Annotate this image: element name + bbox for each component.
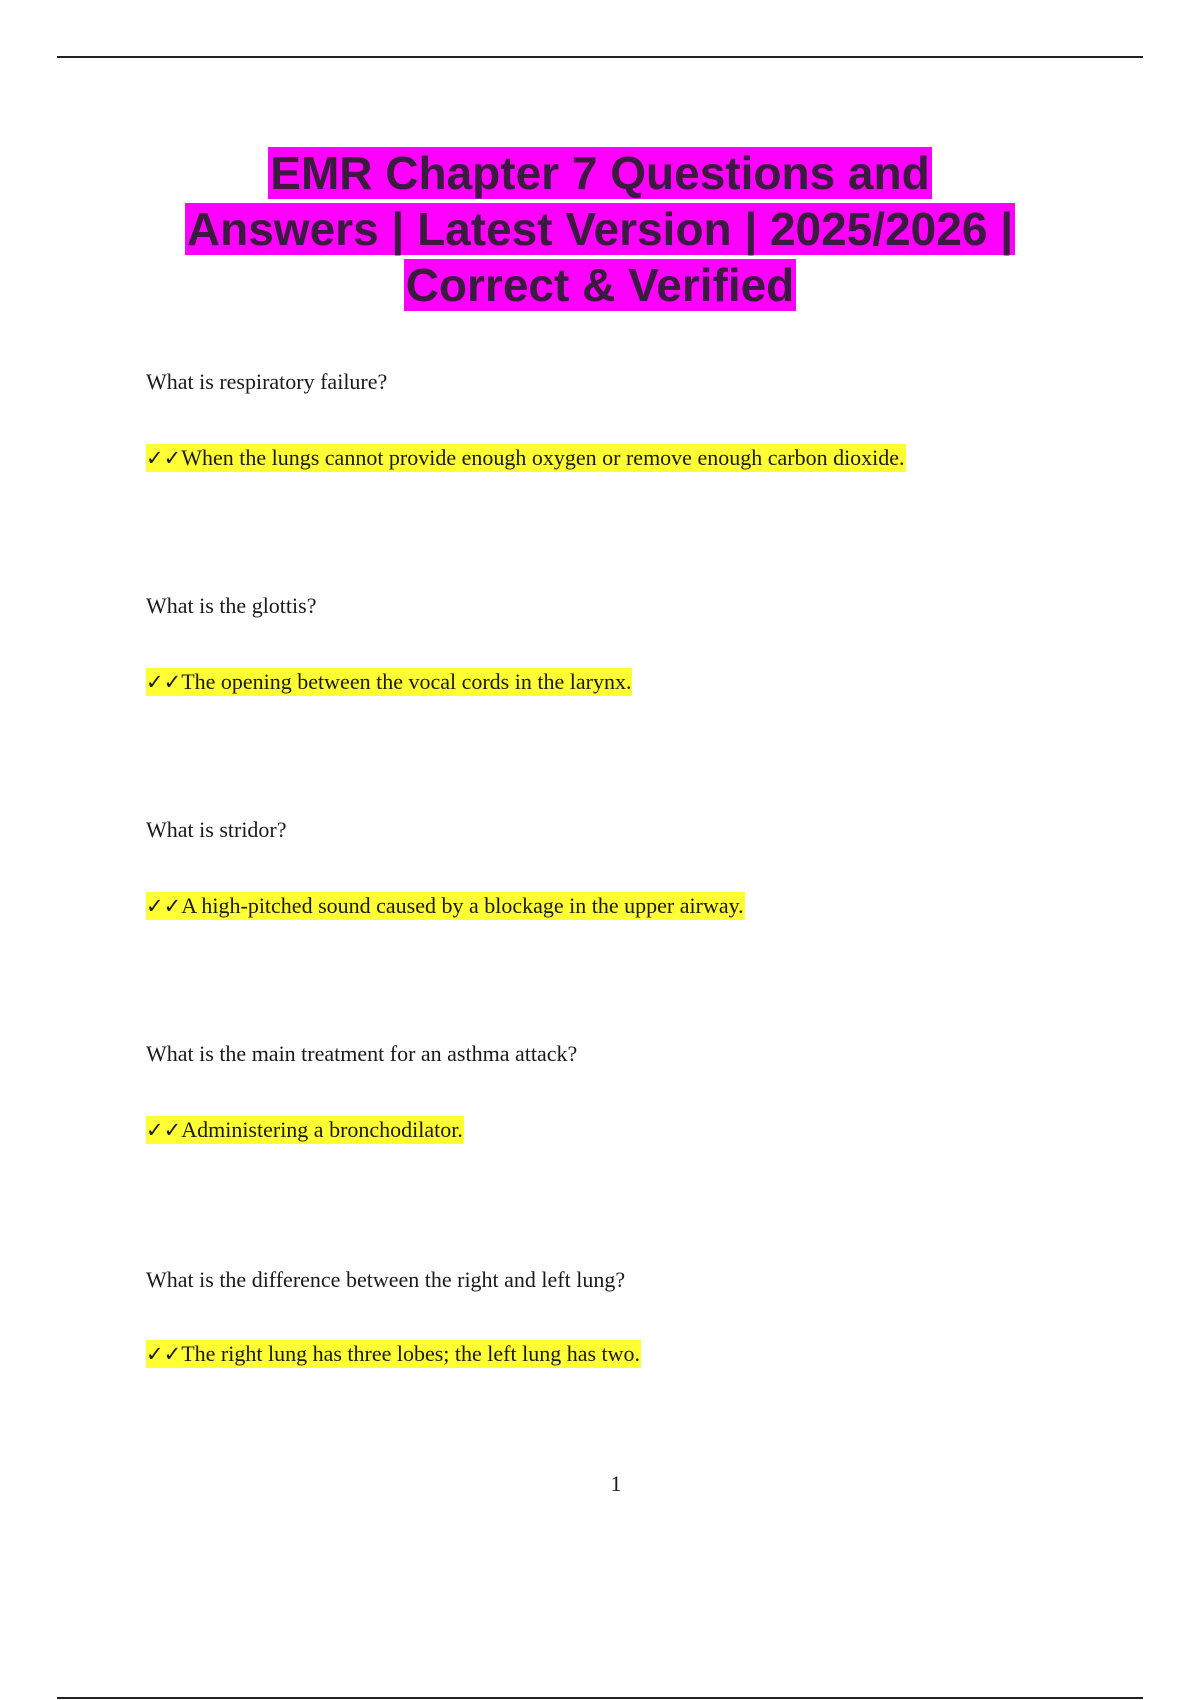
double-check-icon: ✓✓ — [146, 1342, 182, 1366]
question-text: What is the main treatment for an asthma attack? — [146, 1041, 578, 1066]
answer-text: ✓✓When the lungs cannot provide enough oxygen or remove enough carbon dioxide. — [146, 445, 905, 470]
question-text: What is the glottis? — [146, 593, 317, 618]
qa-item-respiratory-failure — [146, 368, 1146, 470]
qa-item-stridor — [146, 816, 1146, 918]
qa-item-glottis — [146, 592, 1146, 694]
double-check-icon: ✓✓ — [146, 446, 182, 470]
question-text: What is the difference between the right and left lung? — [146, 1267, 626, 1292]
double-check-icon: ✓✓ — [146, 894, 182, 918]
double-check-icon: ✓✓ — [146, 670, 182, 694]
answer-text: ✓✓The right lung has three lobes; the left lung has two. — [146, 1341, 641, 1366]
page-number: 1 — [610, 1471, 622, 1496]
question-text: What is respiratory failure? — [146, 369, 388, 394]
title-line-1: EMR Chapter 7 Questions and — [270, 147, 930, 199]
qa-item-asthma-treatment — [146, 1040, 1146, 1142]
qa-item-lung-difference — [146, 1266, 1146, 1366]
document-title — [140, 145, 1060, 313]
title-line-2: Answers | Latest Version | 2025/2026 | — [186, 203, 1014, 255]
title-line-3: Correct & Verified — [405, 259, 795, 311]
answer-text: ✓✓The opening between the vocal cords in the larynx. — [146, 669, 632, 694]
bottom-rule — [57, 1697, 1143, 1699]
double-check-icon: ✓✓ — [146, 1118, 182, 1142]
top-rule — [57, 56, 1143, 58]
answer-text: ✓✓Administering a bronchodilator. — [146, 1117, 463, 1142]
question-text: What is stridor? — [146, 817, 287, 842]
answer-text: ✓✓A high-pitched sound caused by a blockage in the upper airway. — [146, 893, 744, 918]
